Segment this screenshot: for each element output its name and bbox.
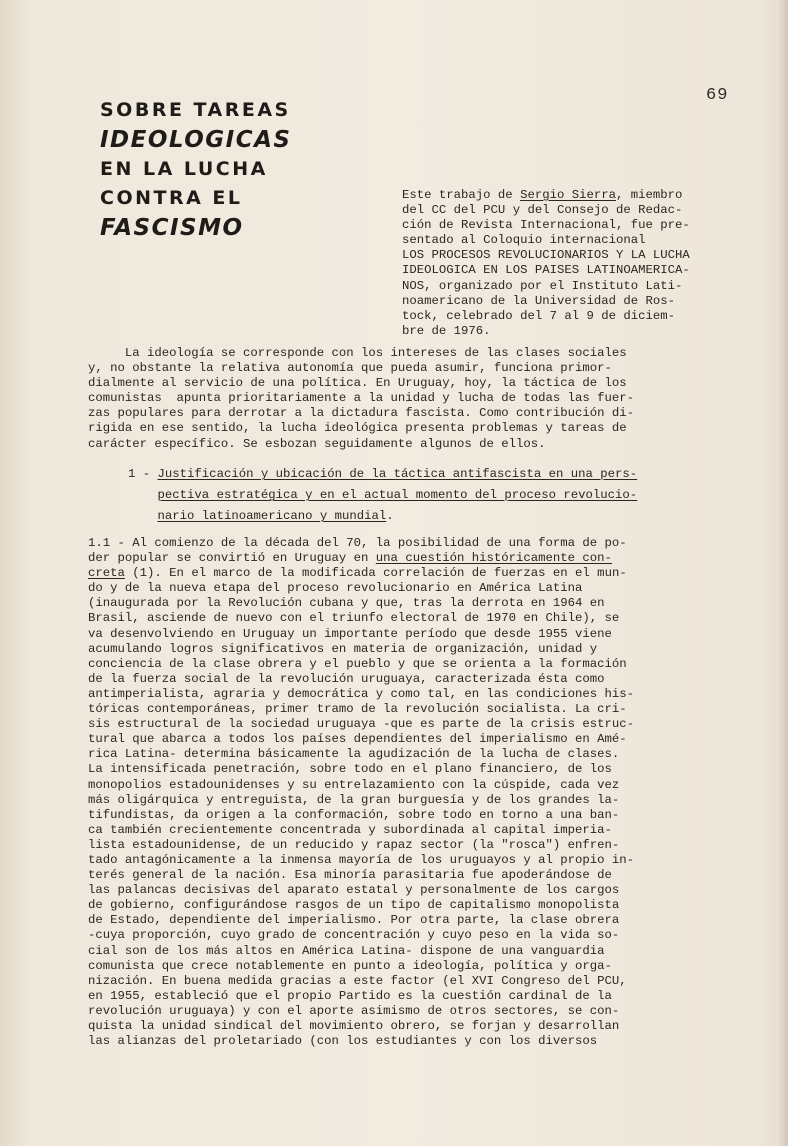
intro-line: tock, celebrado del 7 al 9 de diciem-	[402, 308, 676, 323]
text-line: quista la unidad sindical del movimiento obrero, se forjan y desarrollan	[88, 1019, 620, 1033]
text-line: monopolios estadounidenses y su entrelazamiento con la cúspide, cada vez	[88, 777, 620, 792]
intro-line: NOS, organizado por el Instituto Lati-	[402, 278, 683, 293]
title-line-5: FASCISMO	[100, 215, 244, 241]
text-line: antimperialista, agraria y democrática y como tal, en las condiciones his-	[88, 686, 635, 701]
text-line: (1). En el marco de la modificada correlación de fuerzas en el mun-	[124, 566, 627, 581]
text-line: ca también crecientemente concentrada y subordinada al capital imperia-	[88, 822, 612, 837]
text-line: dialmente al servicio de una política. En Uruguay, hoy, la táctica de los	[88, 376, 627, 391]
text-line: comunistas apunta prioritariamente a la unidad y lucha de todas las fuer-	[88, 391, 635, 406]
text-line: rica Latina- determina básicamente la agudización de la lucha de clases.	[88, 747, 620, 762]
page-number: 69	[706, 86, 729, 105]
title-line-4: CONTRA EL	[100, 187, 243, 209]
page-edge-shadow	[778, 0, 788, 1146]
text-line: cial son de los más altos en América Latina- dispone de una vanguardia	[88, 943, 605, 958]
intro-line: ción de Revista Internacional, fue pre-	[402, 218, 690, 233]
title-line-3: EN LA LUCHA	[100, 158, 268, 180]
author-note	[402, 188, 760, 339]
text-line: conciencia de la clase obrera y el pueblo y que se orienta a la formación	[88, 656, 627, 671]
text-line: de gobierno, configurándose rasgos de un tipo de capitalismo monopolista	[88, 898, 620, 913]
title-line-2: IDEOLOGICAS	[100, 127, 292, 153]
intro-line: noamericano de la Universidad de Ros-	[402, 293, 676, 308]
text-line: Brasil, asciende de nuevo con el triunfo electoral de 1970 en Chile), se	[88, 611, 620, 626]
text-line: rigida en ese sentido, la lucha ideológica presenta problemas y tareas de	[88, 421, 627, 436]
section-heading-end: .	[386, 509, 394, 523]
intro-line: , miembro	[616, 188, 683, 202]
text-line: tural que abarca a todos los países dependientes del imperialismo en Amé-	[88, 732, 627, 747]
text-line: tóricas contemporáneas, primer tramo de la revolución socialista. La cri-	[88, 702, 627, 717]
article-title	[100, 96, 300, 243]
text-line: comunista que crece notablemente en punto a ideología, política y orga-	[88, 958, 612, 973]
text-line: (inaugurada por la Revolución cubana y que, tras la derrota en 1964 en	[88, 596, 605, 611]
text-line: las alianzas del proletariado (con los estudiantes y con los diversos	[88, 1034, 598, 1049]
section-heading-line: Justificación y ubicación de la táctica antifascista en una pers-	[157, 467, 638, 481]
text-line: -cuya proporción, cuyo grado de concentración y cuyo peso en la vida so-	[88, 928, 620, 943]
text-line: der popular se convirtió en Uruguay en	[88, 551, 376, 566]
text-line: do y de la nueva etapa del proceso revolucionario en América Latina	[88, 581, 583, 596]
text-line: nización. En buena medida gracias a este factor (el XVI Congreso del PCU,	[88, 973, 627, 988]
section-heading-line: nario latinoamericano y mundial	[157, 509, 387, 523]
text-line: de la fuerza social de la revolución uruguaya, caracterizada ésta como	[88, 671, 605, 686]
title-line-1: SOBRE TAREAS	[100, 99, 291, 121]
intro-line: LOS PROCESOS REVOLUCIONARIOS Y LA LUCHA	[402, 248, 690, 263]
text-line: La intensificada penetración, sobre todo en el plano financiero, de los	[88, 762, 612, 777]
text-line: en 1955, estableció que el propio Partido es la cuestión cardinal de la	[88, 988, 612, 1003]
text-line: tado antagónicamente a la inmensa mayoría de los uruguayos y al propio in-	[88, 852, 635, 867]
text-line: carácter específico. Se esbozan seguidamente algunos de ellos.	[88, 436, 546, 451]
text-line: de Estado, dependiente del imperialismo. Por otra parte, la clase obrera	[88, 913, 620, 928]
text-line: acumulando logros significativos en materia de organización, unidad y	[88, 641, 598, 656]
intro-line: del CC del PCU y del Consejo de Redac-	[402, 203, 683, 218]
text-line: lista estadounidense, de un reducido y rapaz sector (la "rosca") enfren-	[88, 837, 620, 852]
section-number: 1 -	[128, 467, 158, 481]
text-line: más oligárquica y entreguista, de la gran burguesía y de los grandes la-	[88, 792, 620, 807]
section-heading	[128, 464, 758, 527]
author-name: Sergio Sierra	[520, 188, 617, 202]
intro-line: IDEOLOGICA EN LOS PAISES LATINOAMERICA-	[402, 263, 690, 278]
text-line: sis estructural de la sociedad uruguaya -que es parte de la crisis estruc-	[88, 717, 635, 732]
underlined-phrase: creta	[88, 566, 125, 581]
section-heading-line: pectiva estratégica y en el actual momento del proceso revolucio-	[157, 488, 638, 502]
intro-line: sentado al Coloquio internacional	[402, 233, 646, 248]
text-line: 1.1 - Al comienzo de la década del 70, la posibilidad de una forma de po-	[88, 536, 627, 550]
text-line: va desenvolviendo en Uruguay un importante período que desde 1955 viene	[88, 626, 612, 641]
paragraph-intro	[88, 346, 758, 452]
paragraph-1-1	[88, 536, 758, 1049]
text-line: las palancas decisivas del aparato estatal y personalmente de los cargos	[88, 883, 620, 898]
underlined-phrase: una cuestión históricamente con-	[375, 551, 612, 566]
intro-line: bre de 1976.	[402, 323, 491, 338]
text-line: zas populares para derrotar a la dictadura fascista. Como contribución di-	[88, 406, 635, 421]
text-line: revolución uruguaya) y con el aporte asimismo de otros sectores, se con-	[88, 1003, 620, 1018]
intro-line: Este trabajo de	[402, 188, 521, 202]
text-line: tifundistas, da origen a la conformación, sobre todo en torno a una ban-	[88, 807, 620, 822]
text-line: La ideología se corresponde con los intereses de las clases sociales	[88, 346, 627, 360]
text-line: terés general de la nación. Esa minoría parasitaria fue apoderándose de	[88, 868, 612, 883]
text-line: y, no obstante la relativa autonomía que pueda asumir, funciona primor-	[88, 361, 612, 376]
